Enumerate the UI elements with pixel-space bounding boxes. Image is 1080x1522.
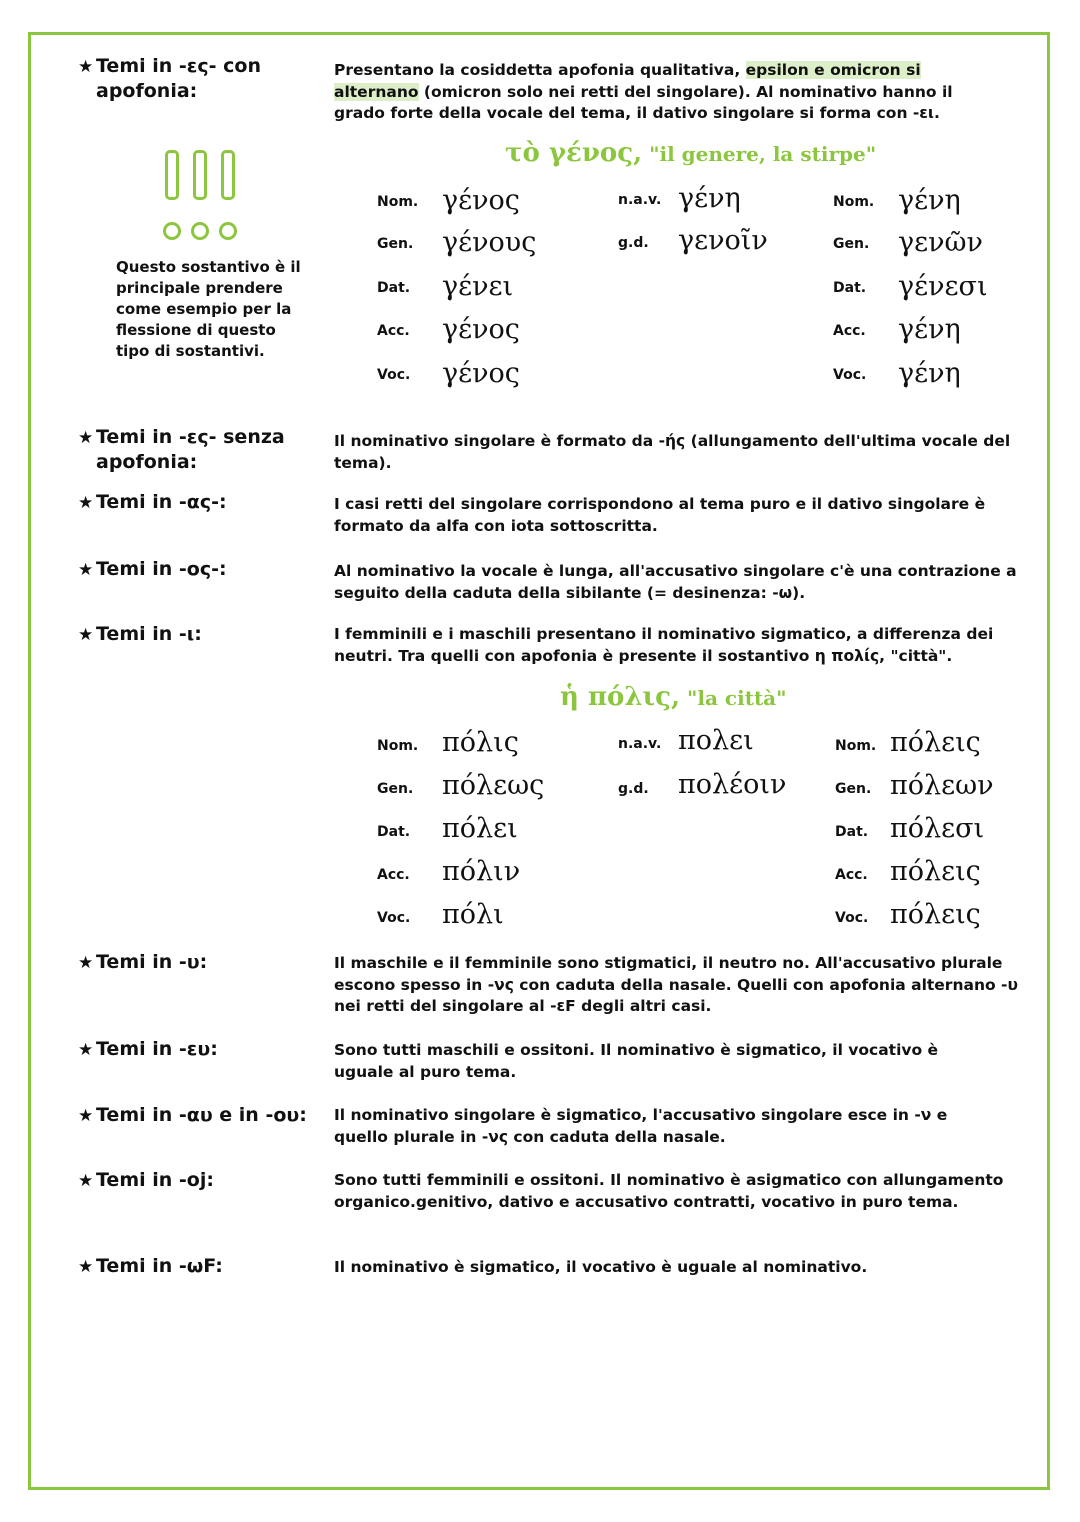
greek-form: πολει: [678, 725, 754, 756]
case-label: Gen.: [833, 236, 870, 252]
case-label: n.a.v.: [618, 192, 662, 208]
star-icon: ★: [78, 953, 94, 973]
section-label-wf: ★ Temi in -ωF:: [78, 1255, 223, 1277]
section-desc-au-ou: Il nominativo singolare è sigmatico, l'accusativo singolare esce in -ν e quello plurale in -νς con caduta della nasale.: [334, 1106, 948, 1146]
side-note: Questo sostantivo è il principale prendere come esempio per la flessione di questo tipo di sostantivi.: [116, 258, 301, 360]
section-desc-os: Al nominativo la vocale è lunga, all'accusativo singolare c'è una contrazione a seguito della caduta della sibilante (= desinenza: -ω).: [334, 562, 1017, 602]
section-desc-eu: Sono tutti maschili e ossitoni. Il nominativo è sigmatico, il vocativo è uguale al puro tema.: [334, 1041, 939, 1081]
case-label: Dat.: [833, 280, 867, 296]
case-label: g.d.: [618, 235, 649, 251]
section-desc-wf: Il nominativo è sigmatico, il vocativo è uguale al nominativo.: [334, 1258, 868, 1276]
case-label: Dat.: [835, 824, 869, 840]
greek-form: πόλεσι: [890, 813, 985, 844]
case-label: Dat.: [377, 824, 411, 840]
section-desc-as: I casi retti del singolare corrispondono al tema puro e il dativo singolare è formato da alfa con iota sottoscritta.: [334, 495, 986, 535]
highlight-text: epsilon e omicron si: [745, 61, 921, 79]
greek-form: πόλεων: [890, 770, 994, 801]
case-label: Voc.: [377, 367, 411, 383]
case-label: Voc.: [835, 910, 869, 926]
section-label-es-apofonia: ★ Temi in -ες- con apofonia:: [78, 55, 261, 102]
section-desc-es-senza-apofonia: Il nominativo singolare è formato da -ής (allungamento dell'ultima vocale del tema).: [334, 432, 1011, 472]
section-label-u: ★ Temi in -υ:: [78, 951, 208, 973]
star-icon: ★: [78, 57, 94, 77]
star-icon: ★: [78, 1171, 94, 1191]
case-label: Acc.: [377, 323, 410, 339]
case-label: Nom.: [835, 738, 877, 754]
section-label-eu: ★ Temi in -ευ:: [78, 1038, 218, 1060]
case-label: Acc.: [833, 323, 866, 339]
star-icon: ★: [78, 493, 94, 513]
greek-form: πόλεις: [890, 727, 981, 758]
case-label: Acc.: [835, 867, 868, 883]
polis-title: ἡ πόλις, "la città": [560, 682, 787, 712]
case-label: Acc.: [377, 867, 410, 883]
case-label: g.d.: [618, 781, 649, 797]
greek-form: γένει: [442, 271, 514, 302]
star-icon: ★: [78, 1257, 94, 1277]
greek-form: πόλεις: [890, 856, 981, 887]
greek-form: πόλι: [442, 899, 504, 930]
greek-form: πόλεως: [442, 770, 545, 801]
greek-form: γένη: [898, 314, 961, 345]
star-icon: ★: [78, 560, 94, 580]
greek-form: γένη: [898, 358, 961, 389]
greek-form: γένος: [442, 185, 520, 216]
greek-form: γενῶν: [898, 227, 983, 258]
greek-form: γένεσι: [898, 271, 988, 302]
greek-form: γένους: [442, 227, 537, 258]
star-icon: ★: [78, 428, 94, 448]
greek-form: πόλεις: [890, 899, 981, 930]
greek-form: πολέοιν: [678, 769, 787, 800]
greek-form: πόλει: [442, 813, 518, 844]
case-label: Voc.: [377, 910, 411, 926]
case-label: Dat.: [377, 280, 411, 296]
greek-form: γένος: [442, 314, 520, 345]
highlight-text: alternano: [334, 82, 419, 101]
section-label-os: ★ Temi in -ος-:: [78, 558, 227, 580]
section-label-as: ★ Temi in -ας-:: [78, 491, 227, 513]
case-label: n.a.v.: [618, 736, 662, 752]
exclamation-icon: [165, 150, 245, 245]
greek-form: γένος: [442, 358, 520, 389]
section-desc-i: I femminili e i maschili presentano il nominativo sigmatico, a differenza dei neutri. Tra quelli con apofonia è presente il sostantivo η πολίς, "città".: [334, 625, 994, 665]
case-label: Gen.: [377, 236, 414, 252]
case-label: Voc.: [833, 367, 867, 383]
section-label-au-ou: ★ Temi in -αυ e in -ου:: [78, 1104, 307, 1126]
star-icon: ★: [78, 1106, 94, 1126]
section-desc-oj: Sono tutti femminili e ossitoni. Il nominativo è asigmatico con allungamento organico.genitivo, dativo e accusativo contratti, vocativo in puro tema.: [334, 1171, 1004, 1211]
case-label: Gen.: [377, 781, 414, 797]
case-label: Nom.: [833, 194, 875, 210]
section-label-i: ★ Temi in -ι:: [78, 623, 202, 645]
section-label-oj: ★ Temi in -oj:: [78, 1169, 214, 1191]
greek-form: γένη: [898, 185, 961, 216]
case-label: Gen.: [835, 781, 872, 797]
section-desc-es-apofonia: Presentano la cosiddetta apofonia qualitativa, epsilon e omicron si alternano (omicron solo nei retti del singolare). Al nominativo hanno il grado forte della vocale del tema, il dativo singolare si forma con -ει.: [334, 61, 953, 122]
genos-title: τὸ γένος, "il genere, la stirpe": [505, 138, 877, 168]
greek-form: γένη: [678, 183, 741, 214]
star-icon: ★: [78, 1040, 94, 1060]
greek-form: γενοῖν: [678, 225, 768, 256]
star-icon: ★: [78, 625, 94, 645]
section-desc-u: Il maschile e il femminile sono stigmatici, il neutro no. All'accusativo plurale escono spesso in -νς con caduta della nasale. Quelli con apofonia alternano -υ nei retti del singolare al -εF degli altri casi.: [334, 954, 1018, 1015]
section-label-es-senza-apofonia: ★ Temi in -ες- senza apofonia:: [78, 426, 285, 473]
case-label: Nom.: [377, 194, 419, 210]
case-label: Nom.: [377, 738, 419, 754]
greek-form: πόλις: [442, 727, 519, 758]
greek-form: πόλιν: [442, 856, 521, 887]
